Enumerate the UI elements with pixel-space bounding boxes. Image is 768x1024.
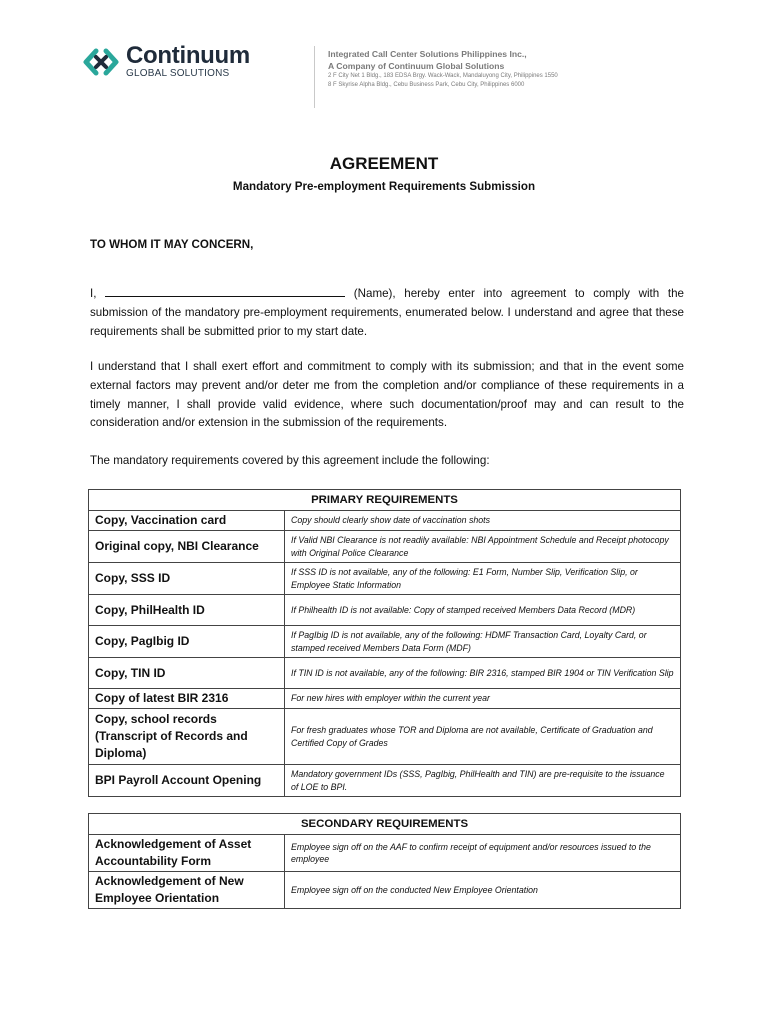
table-row <box>89 835 681 872</box>
requirement-item: BPI Payroll Account Opening <box>89 765 285 797</box>
requirement-note: For fresh graduates whose TOR and Diploma are not available, Certificate of Graduation and Certified Copy of Grades <box>285 709 681 765</box>
address-manila: 2 F City Net 1 Bldg., 183 EDSA Brgy. Wack-Wack, Mandaluyong City, Philippines 1550 <box>328 73 558 79</box>
company-logo <box>82 44 250 79</box>
table-row <box>89 689 681 709</box>
table-row <box>89 595 681 626</box>
requirement-item: Copy of latest BIR 2316 <box>89 689 285 709</box>
table-row <box>89 658 681 689</box>
requirement-item: Copy, Vaccination card <box>89 511 285 531</box>
requirement-note: If Valid NBI Clearance is not readily available: NBI Appointment Schedule and Receipt photocopy with Original Police Clearance <box>285 531 681 563</box>
table-row <box>89 765 681 797</box>
table-row <box>89 626 681 658</box>
requirement-note: Copy should clearly show date of vaccination shots <box>285 511 681 531</box>
requirement-item: Original copy, NBI Clearance <box>89 531 285 563</box>
logo-subtitle: GLOBAL SOLUTIONS <box>126 68 230 79</box>
table-row <box>89 709 681 765</box>
letterhead <box>0 0 768 120</box>
requirement-item: Acknowledgement of Asset Accountability Form <box>89 835 285 872</box>
requirement-note: For new hires with employer within the current year <box>285 689 681 709</box>
salutation: TO WHOM IT MAY CONCERN, <box>90 238 254 251</box>
requirement-note: If Philhealth ID is not available: Copy of stamped received Members Data Record (MDR) <box>285 595 681 626</box>
page-subtitle: Mandatory Pre-employment Requirements Submission <box>232 180 536 193</box>
company-info <box>328 48 558 90</box>
requirement-note: Employee sign off on the AAF to confirm receipt of equipment and/or resources issued to the employee <box>285 835 681 872</box>
primary-requirements-table <box>88 489 681 797</box>
table-row <box>89 563 681 595</box>
name-blank-line[interactable] <box>105 284 345 297</box>
requirement-item: Acknowledgement of New Employee Orientation <box>89 872 285 909</box>
requirements-intro: The mandatory requirements covered by this agreement include the following: <box>90 454 490 467</box>
table-row <box>89 511 681 531</box>
company-parent: A Company of Continuum Global Solutions <box>328 61 505 71</box>
page-title: AGREEMENT <box>329 154 439 173</box>
address-cebu: 8 F Skyrise Alpha Bldg., Cebu Business Park, Cebu City, Philippines 6000 <box>328 82 525 88</box>
company-name: Integrated Call Center Solutions Philippines Inc., <box>328 49 527 59</box>
continuum-logo-icon <box>82 47 120 77</box>
secondary-requirements-heading: SECONDARY REQUIREMENTS <box>89 814 681 835</box>
primary-requirements-heading: PRIMARY REQUIREMENTS <box>89 490 681 511</box>
requirement-item: Copy, SSS ID <box>89 563 285 595</box>
logo-name: Continuum <box>126 42 250 69</box>
requirement-item: Copy, PhilHealth ID <box>89 595 285 626</box>
requirement-note: If SSS ID is not available, any of the following: E1 Form, Number Slip, Verification Slip, or Employee Static Information <box>285 563 681 595</box>
requirement-item: Copy, TIN ID <box>89 658 285 689</box>
requirement-item: Copy, school records (Transcript of Records and Diploma) <box>89 709 285 765</box>
requirement-note: Mandatory government IDs (SSS, PagIbig, PhilHealth and TIN) are pre-requisite to the issuance of LOE to BPI. <box>285 765 681 797</box>
header-divider <box>314 46 315 108</box>
table-row <box>89 531 681 563</box>
requirement-note: If TIN ID is not available, any of the following: BIR 2316, stamped BIR 1904 or TIN Verification Slip <box>285 658 681 689</box>
paragraph-body: (Name), hereby enter into agreement to comply with the submission of the mandatory pre-employment requirements, enumerated below. I understand and agree that these requirements shall be submitted prior to my start date. <box>90 287 684 338</box>
secondary-requirements-table <box>88 813 681 909</box>
agreement-paragraph <box>90 284 684 341</box>
requirement-item: Copy, PagIbig ID <box>89 626 285 658</box>
requirement-note: If PagIbig ID is not available, any of the following: HDMF Transaction Card, Loyalty Card, or stamped received Members Data Form (MDF) <box>285 626 681 658</box>
commitment-paragraph: I understand that I shall exert effort and commitment to comply with its submission; and that in the event some external factors may prevent and/or deter me from the completion and/or compliance of these requirements in a timely manner, I shall provide valid evidence, where such documentation/proof may and can result to the consideration and/or extension in the submission of the requirements. <box>90 360 684 430</box>
paragraph-prefix: I, <box>90 287 97 300</box>
table-row <box>89 872 681 909</box>
requirement-note: Employee sign off on the conducted New Employee Orientation <box>285 872 681 909</box>
